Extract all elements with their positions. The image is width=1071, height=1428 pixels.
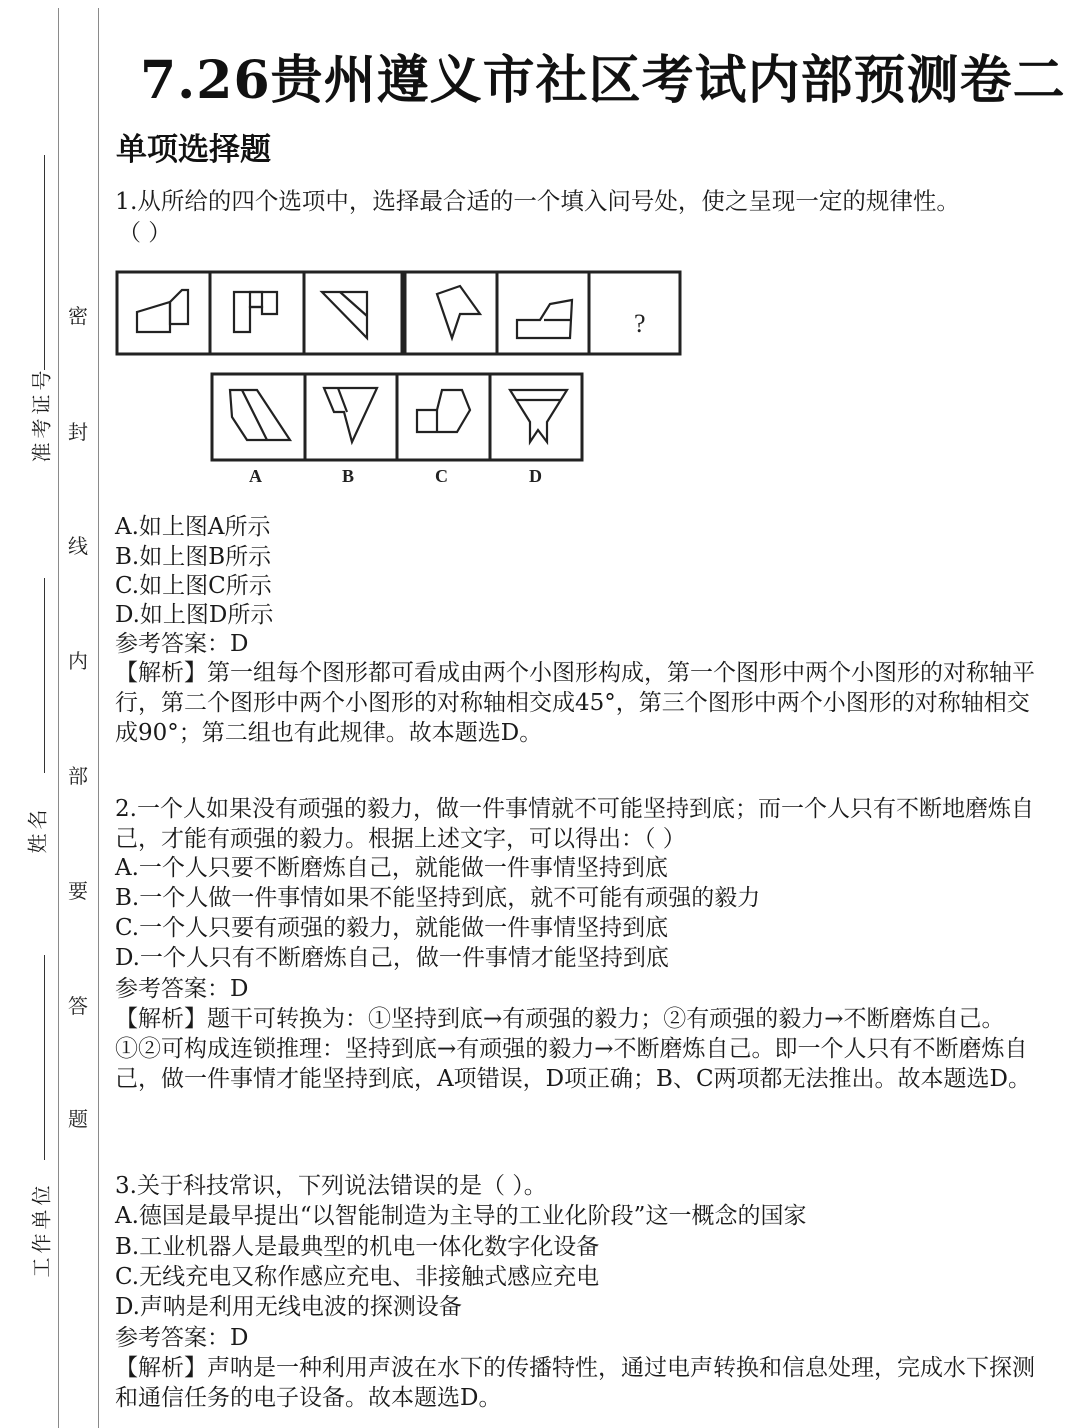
section-title: 单项选择题 bbox=[116, 132, 271, 168]
seal-char: 题 bbox=[68, 1107, 88, 1131]
margin-line-outer bbox=[58, 8, 59, 1428]
question-3-option-c: C.无线充电又称作感应充电、非接触式感应充电 bbox=[115, 1264, 600, 1290]
question-2-answer: 参考答案：D bbox=[115, 976, 249, 1002]
question-2-analysis: 【解析】题干可转换为：①坚持到底→有顽强的毅力；②有顽强的毅力→不断磨炼自己。①②可构成连锁推理：坚持到底→有顽强的毅力→不断磨炼自己。即一个人只有不断磨炼自己，做一件事情才能坚持到底，A项错误，D项正确；B、C两项都无法推出。故本题选D。 bbox=[115, 1006, 1031, 1092]
question-1-answer: 参考答案：D bbox=[115, 631, 249, 657]
work-unit-label: 工作单位 bbox=[29, 1181, 54, 1278]
question-1-figure bbox=[112, 262, 687, 490]
margin-line-inner bbox=[98, 8, 99, 1428]
seal-char: 部 bbox=[68, 764, 88, 788]
figure-option-d bbox=[510, 390, 567, 442]
question-3-analysis: 【解析】声呐是一种利用声波在水下的传播特性，通过电声转换和信息处理，完成水下探测和通信任务的电子设备。故本题选D。 bbox=[115, 1355, 1035, 1411]
seal-char: 内 bbox=[68, 649, 88, 673]
figure-option-a bbox=[230, 390, 290, 440]
figure-shape-1 bbox=[170, 290, 188, 324]
figure-question-mark: ? bbox=[634, 309, 646, 338]
question-3-stem: 3.关于科技常识，下列说法错误的是（ ）。 bbox=[115, 1173, 547, 1199]
question-3-option-d: D.声呐是利用无线电波的探测设备 bbox=[115, 1294, 462, 1320]
figure-option-b bbox=[324, 388, 377, 442]
seal-char: 答 bbox=[68, 994, 88, 1018]
seal-char: 密 bbox=[68, 304, 88, 328]
question-1-option-a: A.如上图A所示 bbox=[115, 514, 271, 540]
question-2-option-d: D.一个人只有不断磨炼自己，做一件事情才能坚持到底 bbox=[115, 945, 669, 971]
exam-id-label: 准考证号 bbox=[29, 366, 54, 463]
figure-shape-4 bbox=[437, 286, 480, 338]
question-2-option-a: A.一个人只要不断磨炼自己，就能做一件事情坚持到底 bbox=[115, 855, 668, 881]
name-label: 姓名 bbox=[25, 805, 50, 854]
seal-char: 线 bbox=[68, 534, 88, 558]
figure-option-c bbox=[417, 390, 470, 432]
page-title: 7.26贵州遵义市社区考试内部预测卷二 bbox=[140, 50, 1066, 111]
question-1-stem: 1.从所给的四个选项中，选择最合适的一个填入问号处，使之呈现一定的规律性。 bbox=[115, 187, 960, 215]
question-2-stem: 2.一个人如果没有顽强的毅力，做一件事情就不可能坚持到底；而一个人只有不断地磨炼自己，才能有顽强的毅力。根据上述文字，可以得出：（ ） bbox=[115, 796, 1034, 852]
margin-underline bbox=[44, 155, 45, 370]
figure-shape-3 bbox=[340, 292, 367, 316]
figure-option-label: A bbox=[249, 466, 262, 486]
question-1-blank: （ ） bbox=[118, 220, 172, 246]
figure-shape-2 bbox=[250, 292, 262, 307]
figure-option-label: B bbox=[342, 466, 355, 486]
question-2-option-c: C.一个人只要有顽强的毅力，就能做一件事情坚持到底 bbox=[115, 915, 669, 941]
seal-char: 要 bbox=[68, 879, 88, 903]
figure-option-label: D bbox=[529, 466, 542, 486]
question-2-option-b: B.一个人做一件事情如果不能坚持到底，就不可能有顽强的毅力 bbox=[115, 885, 761, 911]
figure-shape-1 bbox=[137, 302, 170, 332]
margin-underline bbox=[44, 955, 45, 1160]
figure-group-1 bbox=[117, 272, 402, 354]
question-3-answer: 参考答案：D bbox=[115, 1325, 249, 1351]
question-1-option-d: D.如上图D所示 bbox=[115, 602, 274, 628]
margin-underline bbox=[44, 578, 45, 773]
question-1-option-b: B.如上图B所示 bbox=[115, 544, 272, 570]
figure-option-b bbox=[338, 388, 347, 412]
figure-shape-3 bbox=[322, 292, 367, 338]
question-3-option-a: A.德国是最早提出“以智能制造为主导的工业化阶段”这一概念的国家 bbox=[115, 1203, 807, 1229]
figure-shape-2 bbox=[234, 292, 277, 332]
question-3-option-b: B.工业机器人是最典型的机电一体化数字化设备 bbox=[115, 1234, 600, 1260]
question-1-option-c: C.如上图C所示 bbox=[115, 573, 272, 599]
seal-char: 封 bbox=[68, 420, 88, 444]
figure-option-label: C bbox=[435, 466, 448, 486]
question-1-analysis: 【解析】第一组每个图形都可看成由两个小图形构成，第一个图形中两个小图形的对称轴平行，第二个图形中两个小图形的对称轴相交成45°，第三个图形中两个小图形的对称轴相交成90°；第二组也有此规律。故本题选D。 bbox=[115, 660, 1035, 746]
